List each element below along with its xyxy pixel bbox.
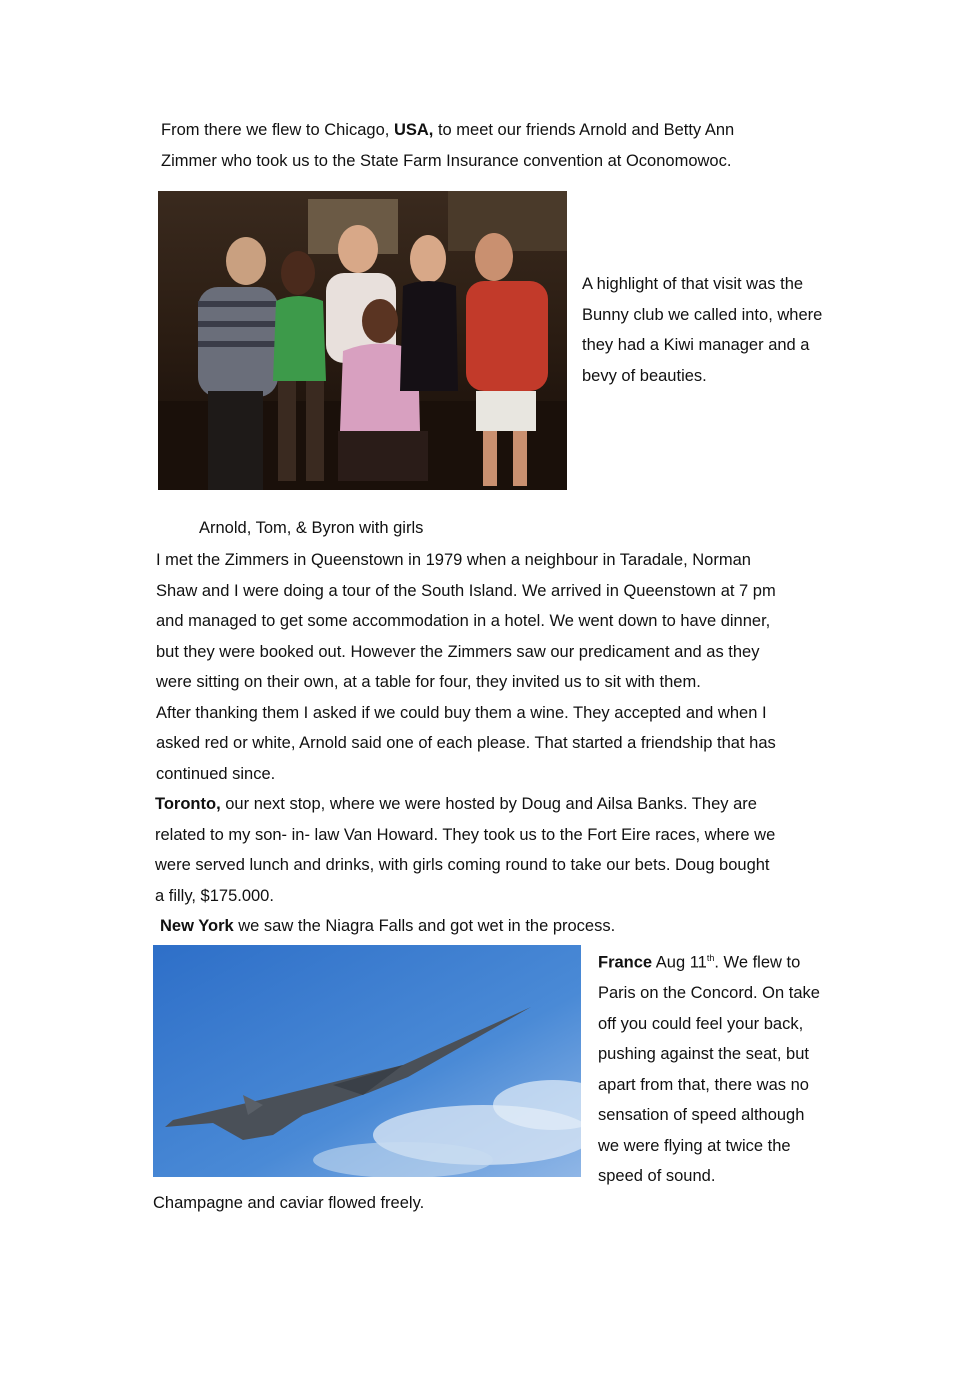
- toronto-paragraph: [155, 789, 775, 911]
- france-line-3: off you could feel your back,: [598, 1014, 804, 1033]
- bunny-line-3: they had a Kiwi manager and a: [582, 336, 810, 354]
- queenstown-line-7: asked red or white, Arnold said one of each please. That started a friendship that has: [156, 734, 776, 752]
- queenstown-line-2: Shaw and I were doing a tour of the South Island. We arrived in Queenstown at 7 pm: [156, 581, 776, 600]
- france-line-8: speed of sound.: [598, 1167, 716, 1185]
- bunny-line-4: bevy of beauties.: [582, 366, 707, 385]
- france-line-5: apart from that, there was no: [598, 1075, 809, 1094]
- bunny-line-1: A highlight of that visit was the: [582, 275, 804, 293]
- france-line-1: France Aug 11th. We flew to: [598, 953, 801, 972]
- queenstown-line-1: I met the Zimmers in Queenstown in 1979 when a neighbour in Taradale, Norman: [156, 551, 751, 569]
- bunny-club-text: [582, 269, 822, 391]
- queenstown-line-6: After thanking them I asked if we could buy them a wine. They accepted and when I: [156, 703, 767, 722]
- bunny-line-2: Bunny club we called into, where: [582, 305, 823, 324]
- france-line-7: we were flying at twice the: [598, 1136, 791, 1155]
- queenstown-line-8: continued since.: [156, 764, 276, 783]
- queenstown-line-3: and managed to get some accommodation in a hotel. We went down to have dinner,: [156, 612, 771, 630]
- photo-caption: Arnold, Tom, & Byron with girls: [199, 519, 424, 537]
- intro-line-2: Zimmer who took us to the State Farm Insurance convention at Oconomowoc.: [161, 151, 732, 170]
- toronto-line-2: related to my son- in- law Van Howard. They took us to the Fort Eire races, where we: [155, 825, 776, 844]
- intro-paragraph: [161, 115, 734, 176]
- closing-line: Champagne and caviar flowed freely.: [153, 1194, 425, 1212]
- france-line-4: pushing against the seat, but: [598, 1045, 809, 1063]
- toronto-line-3: were served lunch and drinks, with girls coming round to take our bets. Doug bought: [155, 856, 770, 874]
- france-line-6: sensation of speed although: [598, 1106, 805, 1124]
- newyork-paragraph: New York we saw the Niagra Falls and got wet in the process.: [160, 917, 616, 935]
- toronto-line-1: Toronto, our next stop, where we were hosted by Doug and Ailsa Banks. They are: [155, 795, 757, 813]
- bunny-club-photo: [158, 191, 567, 490]
- queenstown-paragraph: [156, 545, 776, 789]
- queenstown-line-5: were sitting on their own, at a table for four, they invited us to sit with them.: [156, 673, 701, 691]
- queenstown-line-4: but they were booked out. However the Zimmers saw our predicament and as they: [156, 642, 760, 661]
- intro-line-1: From there we flew to Chicago, USA, to meet our friends Arnold and Betty Ann: [161, 121, 735, 139]
- france-paragraph: [598, 943, 820, 1192]
- toronto-line-4: a filly, $175.000.: [155, 886, 274, 905]
- concorde-photo: [153, 945, 581, 1177]
- france-line-2: Paris on the Concord. On take: [598, 984, 820, 1002]
